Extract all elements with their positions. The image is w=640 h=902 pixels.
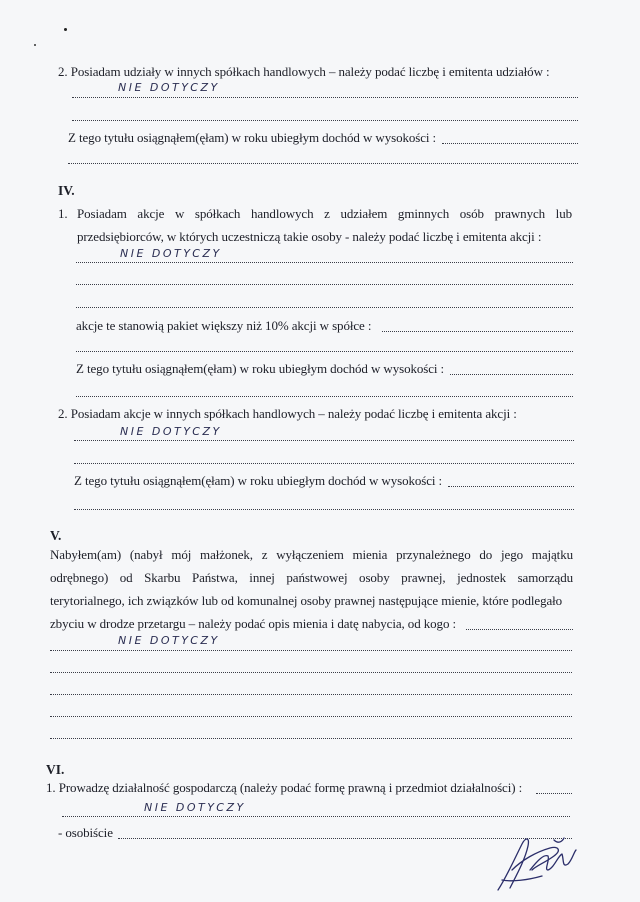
handwritten-answer: NIE DOTYCZY [118, 81, 220, 94]
answer-line [74, 509, 574, 510]
answer-line [466, 629, 573, 630]
s4-item1-line2: przedsiębiorców, w których uczestniczą takie osoby - należy podać liczbę i emitenta akcji : [77, 229, 542, 244]
s4-pakiet-text: akcje te stanowią pakiet większy niż 10% akcji w spółce : [76, 318, 372, 333]
s6-osobiscie-text: - osobiście [58, 825, 113, 840]
s5-line4: zbyciu w drodze przetargu – należy podać opis mienia i datę nabycia, od kogo : [50, 616, 457, 631]
scan-speck [64, 28, 67, 31]
income-line [442, 143, 578, 144]
answer-line [536, 793, 572, 794]
income-line [448, 486, 574, 487]
answer-line [50, 694, 572, 695]
scan-speck [34, 44, 36, 46]
section-vi-heading: VI. [46, 762, 65, 777]
section-iv-heading: IV. [58, 183, 75, 198]
s4-item2-income-text: Z tego tytułu osiągnąłem(ęłam) w roku ubiegłym dochód w wysokości : [74, 473, 443, 488]
s4-item1-num: 1. [58, 206, 68, 221]
answer-line [76, 284, 573, 285]
handwritten-answer: NIE DOTYCZY [120, 247, 222, 260]
income-line [450, 374, 573, 375]
answer-line [68, 163, 578, 164]
answer-line [76, 307, 573, 308]
s4-item1-line1: Posiadam akcje w spółkach handlowych z udziałem gminnych osób prawnych lub [77, 206, 572, 221]
signature-scribble [492, 830, 582, 896]
answer-line [76, 396, 573, 397]
s5-line1: Nabyłem(am) (nabył mój małżonek, z wyłączeniem mienia przynależnego do jego majątku [50, 547, 573, 562]
answer-line [62, 816, 570, 817]
section-v-heading: V. [50, 528, 62, 543]
answer-line [76, 351, 573, 352]
s3-income-text: Z tego tytułu osiągnąłem(ęłam) w roku ubiegłym dochód w wysokości : [68, 130, 437, 145]
s6-item1-text: 1. Prowadzę działalność gospodarczą (należy podać formę prawną i przedmiot działalności) : [46, 780, 523, 795]
answer-line [50, 716, 572, 717]
handwritten-answer: NIE DOTYCZY [118, 634, 220, 647]
pakiet-line [382, 331, 573, 332]
s4-item2-text: 2. Posiadam akcje w innych spółkach handlowych – należy podać liczbę i emitenta akcji : [58, 406, 517, 421]
answer-line [74, 440, 574, 441]
s4-income-text: Z tego tytułu osiągnąłem(ęłam) w roku ubiegłym dochód w wysokości : [76, 361, 445, 376]
answer-line [76, 262, 573, 263]
answer-line [50, 650, 572, 651]
answer-line [50, 738, 572, 739]
s3-item2-text: 2. Posiadam udziały w innych spółkach handlowych – należy podać liczbę i emitenta udziałów : [58, 64, 550, 79]
s5-line3: terytorialnego, ich związków lub od komunalnej osoby prawnej następujące mienie, które podlegało [50, 593, 563, 608]
answer-line [72, 97, 578, 98]
s5-line2: odrębnego) od Skarbu Państwa, innej państwowej osoby prawnej, jednostek samorządu [50, 570, 573, 585]
handwritten-answer: NIE DOTYCZY [120, 425, 222, 438]
answer-line [74, 463, 574, 464]
handwritten-answer: NIE DOTYCZY [144, 801, 246, 814]
answer-line [72, 120, 578, 121]
answer-line [50, 672, 572, 673]
